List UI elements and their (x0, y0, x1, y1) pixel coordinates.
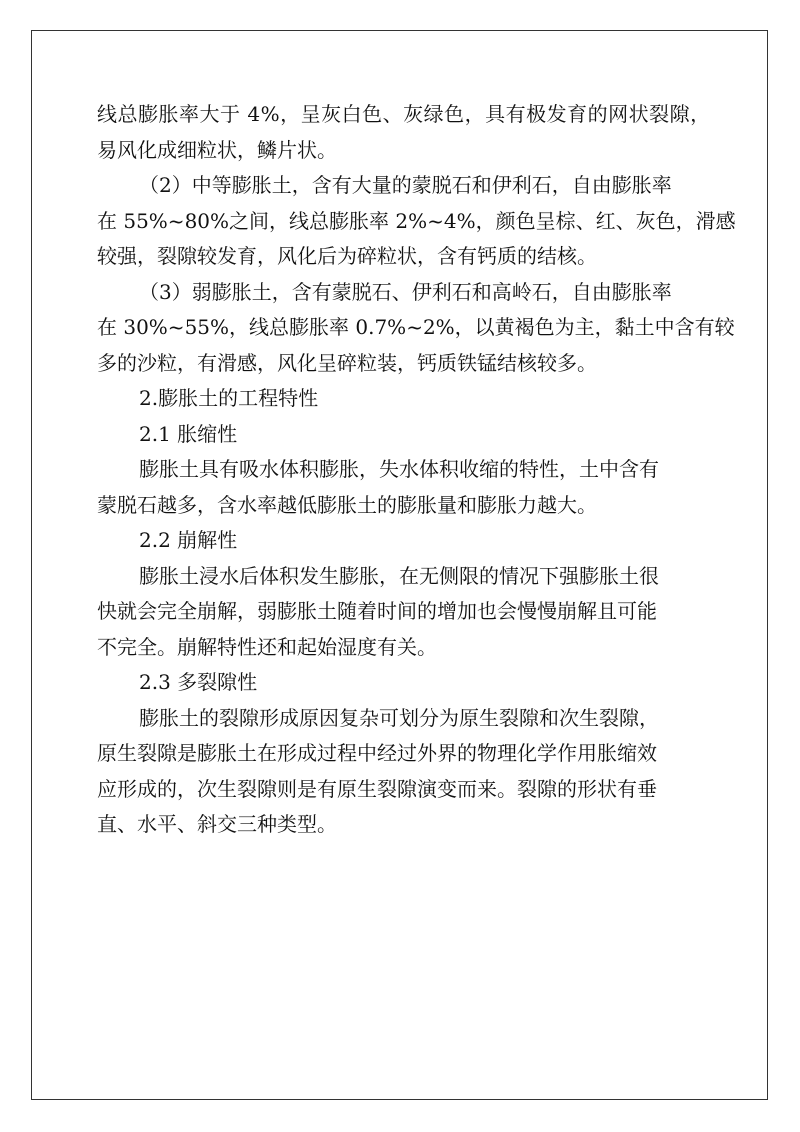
text-line: 快就会完全崩解，弱膨胀土随着时间的增加也会慢慢崩解且可能 (97, 599, 657, 623)
section-heading: 2.膨胀土的工程特性 (139, 386, 319, 410)
text-line: 原生裂隙是膨胀土在形成过程中经过外界的物理化学作用胀缩效 (97, 741, 657, 765)
text-line: 在 55%~80%之间，线总膨胀率 2%~4%，颜色呈棕、红、灰色，滑感 (97, 208, 736, 233)
paragraph-strong-expansive-continued (97, 97, 714, 168)
subsection-heading-fissures: 2.3 多裂隙性 (139, 670, 258, 694)
text-line: 直、水平、斜交三种类型。 (97, 812, 337, 836)
paragraph-fissures (97, 701, 714, 843)
text-line: 在 30%~55%，线总膨胀率 0.7%~2%，以黄褐色为主，黏土中含有较 (97, 315, 735, 339)
text-line: 膨胀土的裂隙形成原因复杂可划分为原生裂隙和次生裂隙， (139, 705, 659, 730)
document-body (97, 97, 736, 843)
paragraph-disintegration (97, 559, 714, 666)
text-line: （2）中等膨胀土，含有大量的蒙脱石和伊利石，自由膨胀率 (139, 173, 672, 197)
paragraph-medium-expansive (97, 168, 736, 275)
subsection-heading-swell-shrink: 2.1 胀缩性 (139, 421, 238, 446)
text-line: （3）弱膨胀土，含有蒙脱石、伊利石和高岭石，自由膨胀率 (139, 279, 672, 304)
subsection-heading-disintegration: 2.2 崩解性 (139, 528, 238, 552)
text-line: 较强，裂隙较发育，风化后为碎粒状，含有钙质的结核。 (97, 244, 597, 268)
paragraph-swell-shrink (97, 452, 714, 523)
text-line: 易风化成细粒状，鳞片状。 (97, 137, 337, 162)
text-line: 膨胀土浸水后体积发生膨胀，在无侧限的情况下强膨胀土很 (139, 563, 659, 588)
paragraph-weak-expansive (97, 275, 735, 382)
text-line: 膨胀土具有吸水体积膨胀，失水体积收缩的特性，土中含有 (139, 457, 659, 481)
text-line: 多的沙粒，有滑感，风化呈碎粒装，钙质铁锰结核较多。 (97, 350, 597, 375)
text-line: 蒙脱石越多，含水率越低膨胀土的膨胀量和膨胀力越大。 (97, 492, 597, 517)
text-line: 不完全。崩解特性还和起始湿度有关。 (97, 634, 437, 659)
text-line: 线总膨胀率大于 4%，呈灰白色、灰绿色，具有极发育的网状裂隙， (97, 102, 711, 126)
text-line: 应形成的，次生裂隙则是有原生裂隙演变而来。裂隙的形状有垂 (97, 776, 657, 801)
